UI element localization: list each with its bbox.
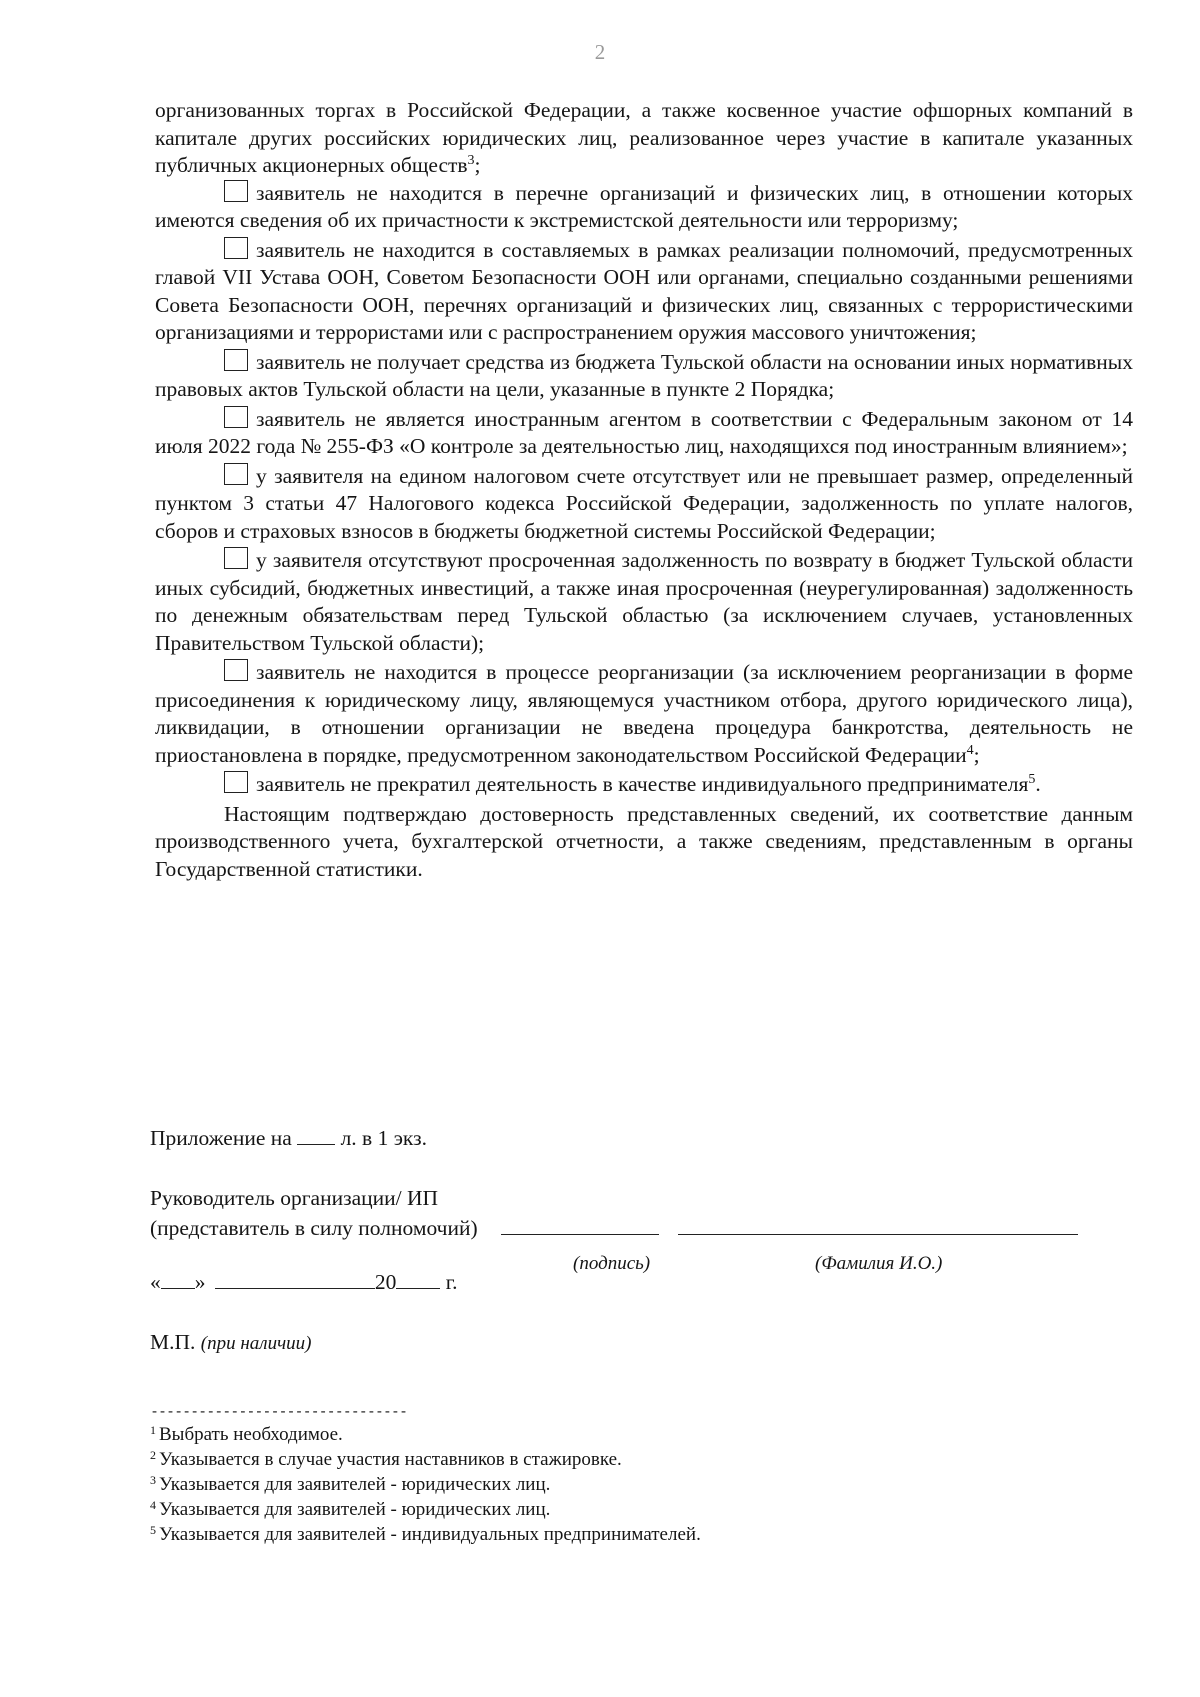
date-day-field[interactable] <box>161 1270 195 1289</box>
signature-caption: (подпись) <box>573 1253 651 1274</box>
checkbox[interactable] <box>224 406 248 428</box>
checklist-item <box>155 180 1133 235</box>
footnote: $^4$ Указывается для заявителей - юридических лиц. <box>150 1498 551 1520</box>
checklist-item-text: заявитель не находится в составляемых в рамках реализации полномочий, предусмотренных главой VII Устава ООН, Советом Безопасности ООН или органами, специально созданными решениями Совета Безопасности ООН, перечнях организаций и физических лиц, связанных с террористическими организациями и террористами или с распространением оружия массового уничтожения; <box>155 237 1133 344</box>
date-month-field[interactable] <box>215 1270 375 1289</box>
name-caption: (Фамилия И.О.) <box>815 1253 943 1274</box>
checkbox[interactable] <box>224 237 248 259</box>
footnote: $^2$ Указывается в случае участия наставников в стажировке. <box>150 1448 622 1470</box>
date-year-field[interactable] <box>396 1270 440 1289</box>
signatory-title: Руководитель организации/ ИП <box>150 1186 439 1210</box>
checklist-item <box>155 406 1133 461</box>
footnote: $^3$ Указывается для заявителей - юридических лиц. <box>150 1473 551 1495</box>
checkbox[interactable] <box>224 180 248 202</box>
checklist-item-text: у заявителя на едином налоговом счете отсутствует или не превышает размер, определенный пунктом 3 статьи 47 Налогового кодекса Российской Федерации, задолженность по уплате налогов, сборов и страховых взносов в бюджеты бюджетной системы Российской Федерации; <box>155 463 1133 543</box>
page-number: 2 <box>594 40 606 64</box>
full-name-field[interactable] <box>678 1216 1078 1235</box>
footnotes <box>150 1422 1050 1547</box>
signature-field[interactable] <box>501 1216 659 1235</box>
checklist-item-text: заявитель не получает средства из бюджета Тульской области на основании иных нормативных правовых актов Тульской области на цели, указанные в пункте 2 Порядка; <box>155 349 1133 401</box>
checklist-item <box>155 463 1133 546</box>
checkbox[interactable] <box>224 463 248 485</box>
attachment-line: Приложение на л. в 1 экз. <box>150 1126 427 1150</box>
intro-text: организованных торгах в Российской Федерации, а также косвенное участие офшорных компаний в капитале других российских юридических лиц, реализованное через участие в капитале указанных публичных акционерных обществ <box>155 98 1133 177</box>
stamp-line: М.П. (при наличии) <box>150 1330 312 1354</box>
checklist-item-text: заявитель не находится в перечне организаций и физических лиц, в отношении которых имеются сведения об их причастности к экстремистской деятельности или терроризму; <box>155 180 1133 232</box>
checklist-item-text: заявитель не прекратил деятельность в качестве индивидуального предпринимателя <box>256 772 1029 796</box>
checklist-item <box>155 349 1133 404</box>
footnote: $^1$ Выбрать необходимое. <box>150 1423 343 1445</box>
intro-paragraph: организованных торгах в Российской Федерации, а также косвенное участие офшорных компаний в капитале других российских юридических лиц, реализованное через участие в капитале указанных публичных акционерных обществ$^3$; <box>155 98 1133 177</box>
checklist-item <box>155 237 1133 347</box>
footnote-ref-4: 4 <box>966 742 974 758</box>
checkbox[interactable] <box>224 547 248 569</box>
checkbox[interactable] <box>224 349 248 371</box>
checklist-item-text: заявитель не является иностранным агентом в соответствии с Федеральным законом от 14 июля 2022 года № 255-ФЗ «О контроле за деятельностью лиц, находящихся под иностранным влиянием»; <box>155 406 1133 458</box>
checklist-item-text: заявитель не находится в процессе реорганизации (за исключением реорганизации в форме присоединения к юридическому лицу, являющемуся участником отбора, другого юридического лица), ликвидации, в отношении организации не введена процедура банкротства, деятельность не приостановлена в порядке, предусмотренном законодательством Российской Федерации <box>155 660 1133 767</box>
checkbox[interactable] <box>224 659 248 681</box>
checklist-item: заявитель не прекратил деятельность в качестве индивидуального предпринимателя$^5$. <box>155 771 1133 799</box>
footnote-ref-3: 3 <box>467 153 475 168</box>
signatory-line: (представитель в силу полномочий) <box>150 1216 1150 1241</box>
footnote: $^5$ Указывается для заявителей - индивидуальных предпринимателей. <box>150 1523 701 1545</box>
attachment-pages-field[interactable] <box>297 1126 335 1145</box>
confirmation-paragraph: Настоящим подтверждаю достоверность представленных сведений, их соответствие данным производственного учета, бухгалтерской отчетности, а также сведениям, представленным в органы Государственной статистики. <box>155 801 1133 881</box>
checklist-item: заявитель не находится в процессе реорганизации (за исключением реорганизации в форме присоединения к юридическому лицу, являющемуся участником отбора, другого юридического лица), ликвидации, в отношении организации не введена процедура банкротства, деятельность не приостановлена в порядке, предусмотренном законодательством Российской Федерации$^4$; <box>155 660 1133 767</box>
footnote-ref-5: 5 <box>1028 772 1036 787</box>
document-body <box>155 97 1133 883</box>
footnote-separator: -------------------------------- <box>150 1402 407 1420</box>
checklist-item <box>155 547 1133 657</box>
date-line: « » 20 г. <box>150 1270 458 1294</box>
checklist-item-text: у заявителя отсутствуют просроченная задолженность по возврату в бюджет Тульской области иных субсидий, бюджетных инвестиций, а также иная просроченная (неурегулированная) задолженность по денежным обязательствам перед Тульской областью (за исключением случаев, установленных Правительством Тульской области); <box>155 548 1133 655</box>
checkbox[interactable] <box>224 771 248 793</box>
